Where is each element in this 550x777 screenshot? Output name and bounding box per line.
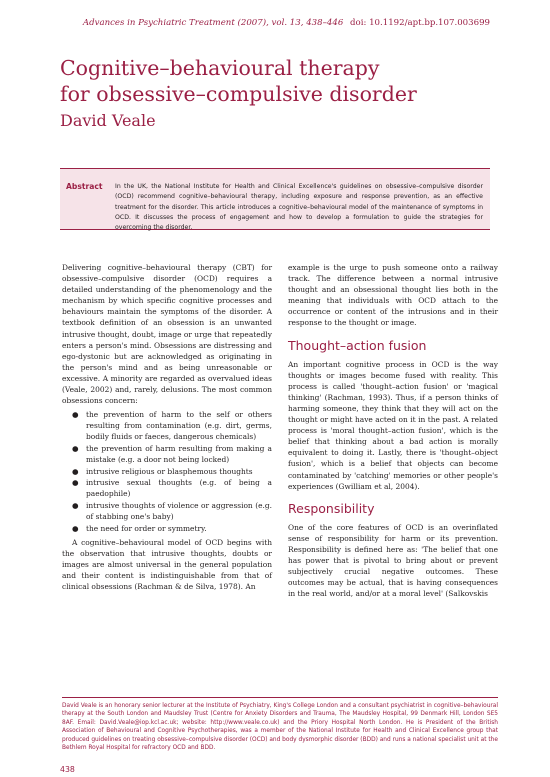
left-column	[62, 262, 272, 592]
abstract-text: In the UK, the National Institute for Health and Clinical Excellence's guidelines on obsessive–compulsive disorder (OCD) recommend cognitive–behavioural therapy, including exposure and response prevention, as an effective treatment for the disorder. This article introduces a cognitive–behavioural model of the maintenance of symptoms in OCD. It discusses the process of engagement and how to develop a formulation to guide the strategies for overcoming the disorder.	[115, 183, 483, 232]
bullet-icon: ●	[72, 410, 79, 420]
journal-header	[83, 18, 490, 28]
section-heading-responsibility: Responsibility	[288, 500, 375, 516]
responsibility-paragraph: One of the core features of OCD is an overinflated sense of responsibility for harm or its prevention. Responsibility is defined here as: 'The belief that one has power that is pivotal to bring about or prevent subjectively crucial negative outcomes. These outcomes may be actual, that is having consequences in the real world, and/or at a moral level' (Salkovskis	[288, 522, 498, 599]
list-item-text: intrusive religious or blasphemous thoughts	[86, 466, 253, 476]
doi: doi: 10.1192/apt.bp.107.003699	[350, 18, 490, 28]
list-item-text: the prevention of harm to the self or others resulting from contamination (e.g. dirt, germs, bodily fluids or faeces, dangerous chemicals)	[86, 410, 272, 442]
list-item	[72, 466, 272, 477]
bullet-icon: ●	[72, 500, 79, 510]
journal-citation: Advances in Psychiatric Treatment (2007), vol. 13, 438–446	[82, 18, 344, 28]
abstract-box	[60, 168, 490, 230]
list-item-text: the need for order or symmetry.	[86, 523, 207, 533]
section-heading-thought-action-fusion: Thought–action fusion	[288, 337, 427, 353]
list-item-text: the prevention of harm resulting from making a mistake (e.g. a door not being locked)	[86, 444, 272, 465]
model-paragraph: A cognitive–behavioural model of OCD begins with the observation that intrusive thoughts, doubts or images are almost universal in the general population and their content is indistinguishable from that of clinical obsessions (Rachman & de Silva, 1978). An	[62, 537, 272, 592]
title-line-2: for obsessive–compulsive disorder	[60, 82, 417, 106]
bullet-icon: ●	[72, 466, 79, 476]
obsessions-list	[62, 409, 272, 534]
list-item-text: intrusive thoughts of violence or aggression (e.g. of stabbing one's baby)	[86, 500, 272, 522]
list-item	[72, 443, 272, 465]
continuation-paragraph: example is the urge to push someone onto a railway track. The difference between a normal intrusive thought and an obsessional thought lies both in the meaning that individuals with OCD attach to the occurrence or content of the intrusions and in their response to the thought or image.	[288, 263, 498, 328]
title-line-1: Cognitive–behavioural therapy	[60, 56, 380, 80]
author-name: David Veale	[60, 111, 156, 130]
right-column	[288, 262, 498, 599]
list-item	[72, 477, 272, 499]
author-footnote: David Veale is an honorary senior lecturer at the Institute of Psychiatry, King's College London and a consultant psychiatrist in cognitive–behavioural therapy at the South London and Maudsley Trust (Centre for Anxiety Disorders and Trauma, The Maudsley Hospital, 99 Denmark Hill, London SE5 8AF. Email: David.Veale@iop.kcl.ac.uk; website: http://www.veale.co.uk) and the Priory Hospital North London. He is President of the British Association of Behavioural and Cognitive Psychotherapies, was a member of the National Institute for Health and Clinical Excellence group that produced guidelines on treating obsessive–compulsive disorder (OCD) and body dysmorphic disorder (BDD) and runs a national specialist unit at the Bethlem Royal Hospital for refractory OCD and BDD.	[62, 697, 498, 752]
page-number: 438	[60, 765, 75, 774]
bullet-icon: ●	[72, 478, 79, 488]
bullet-icon: ●	[72, 523, 79, 533]
bullet-icon: ●	[72, 444, 79, 453]
list-item	[72, 500, 272, 522]
intro-paragraph: Delivering cognitive–behavioural therapy (CBT) for obsessive–compulsive disorder (OCD) requires a detailed understanding of the phenomenology and the mechanism by which specific cognitive processes and behaviours maintain the symptoms of the disorder. A textbook definition of an obsession is an unwanted intrusive thought, doubt, image or urge that repeatedly enters a person's mind. Obsessions are distressing and ego-dystonic but are acknowledged as originating in the person's mind and as being unreasonable or excessive. A minority are regarded as overvalued ideas (Veale, 2002) and, rarely, delusions. The most common obsessions concern:	[62, 263, 273, 406]
list-item	[72, 523, 272, 534]
list-item	[72, 409, 272, 442]
article-title	[60, 55, 500, 107]
thought-action-paragraph: An important cognitive process in OCD is the way thoughts or images become fused with reality. This process is called 'thought–action fusion' or 'magical thinking' (Rachman, 1993). Thus, if a person thinks of harming someone, they think that they will act on the thought or might have acted on it in the past. A related process is 'moral thought–action fusion', which is the belief that thinking about a bad action is morally equivalent to doing it. Lastly, there is 'thought–object fusion', which is a belief that objects can become contaminated by 'catching' memories or other people's experiences (Gwilliam et al, 2004).	[288, 359, 498, 491]
abstract-label: Abstract	[66, 182, 103, 191]
list-item-text: intrusive sexual thoughts (e.g. of being a paedophile)	[86, 478, 272, 499]
